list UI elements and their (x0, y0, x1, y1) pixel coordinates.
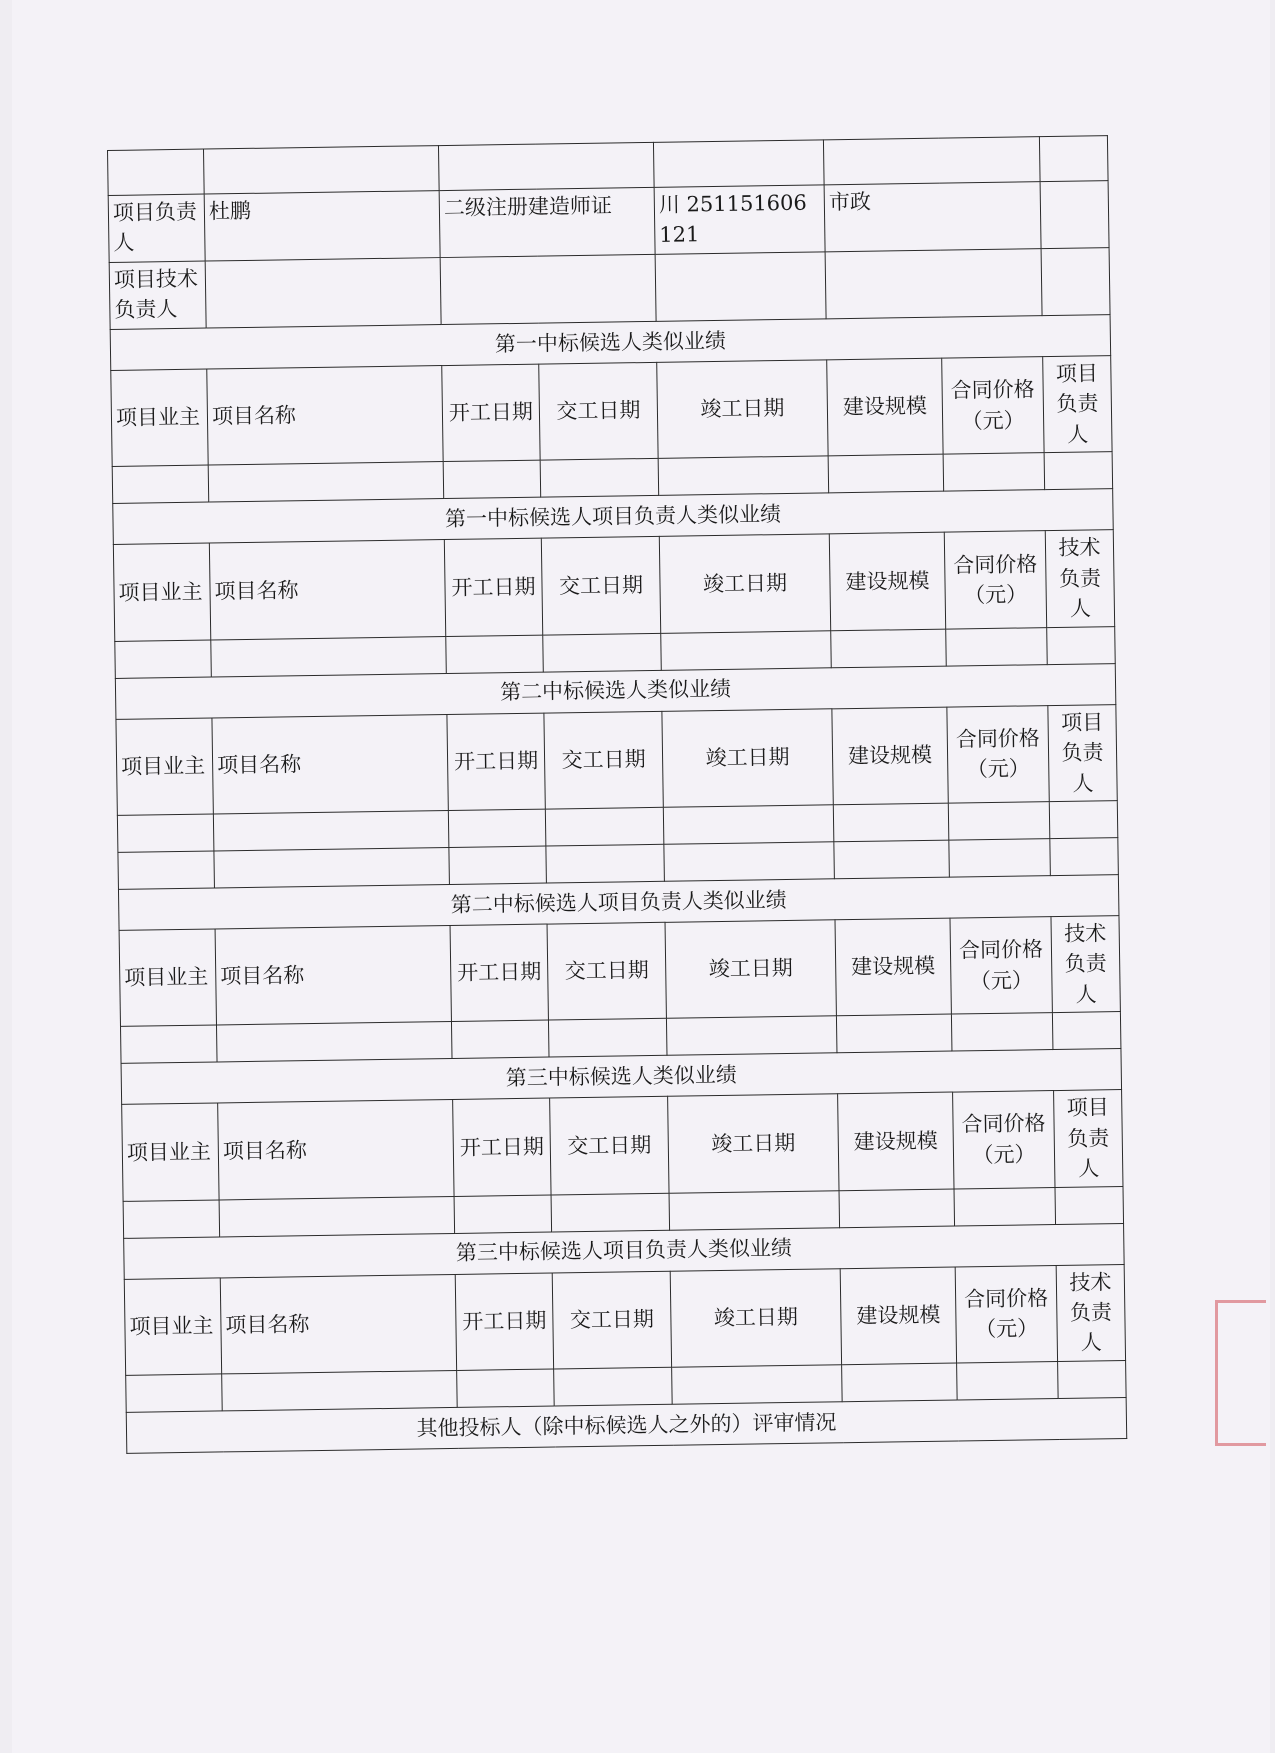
empty-cell (1049, 801, 1118, 839)
column-header: 合同价格（元） (944, 531, 1046, 629)
empty-cell (658, 456, 829, 496)
column-header: 竣工日期 (659, 534, 830, 633)
empty-cell (831, 629, 947, 668)
column-header: 合同价格（元） (947, 705, 1049, 803)
section-title: 第一中标候选人项目负责人类似业绩 (113, 489, 1113, 545)
empty-cell (664, 842, 835, 882)
column-header: 开工日期 (455, 1273, 553, 1371)
empty-cell (449, 846, 547, 884)
empty-cell (211, 636, 447, 676)
empty-cell (554, 1367, 673, 1406)
section-header-row (122, 1090, 1123, 1201)
section-header-row (119, 916, 1120, 1027)
empty-cell (551, 1193, 670, 1232)
column-header: 竣工日期 (662, 708, 833, 807)
empty-cell (126, 1374, 223, 1412)
column-header: 建设规模 (840, 1267, 956, 1365)
column-header: 合同价格（元） (950, 917, 1052, 1015)
empty-cell (216, 1022, 452, 1062)
evaluation-table (107, 135, 1127, 1454)
column-header: 项目业主 (111, 369, 208, 467)
column-header: 竣工日期 (665, 920, 836, 1019)
empty-cell (457, 1369, 555, 1407)
column-header: 项目业主 (113, 543, 210, 641)
evaluation-table-wrapper (107, 135, 1126, 1454)
empty-cell (214, 847, 450, 887)
empty-cell (836, 1014, 952, 1053)
column-header: 建设规模 (827, 358, 943, 456)
column-header: 竣工日期 (670, 1268, 841, 1367)
empty-cell (948, 802, 1050, 840)
tech-leader-label: 项目技术负责人 (109, 261, 206, 329)
empty-cell (213, 810, 449, 850)
column-header: 建设规模 (829, 532, 945, 630)
leader-name: 杜鹏 (204, 191, 440, 261)
column-header: 项目负责人 (1054, 1090, 1123, 1187)
empty-cell (443, 460, 541, 498)
column-header: 开工日期 (442, 364, 540, 462)
column-header: 开工日期 (453, 1098, 551, 1196)
empty-cell (663, 805, 834, 845)
column-header: 项目负责人 (1048, 704, 1117, 801)
empty-cell (546, 844, 665, 883)
empty-cell (123, 1200, 220, 1238)
column-header: 合同价格（元） (953, 1091, 1055, 1189)
column-header: 开工日期 (444, 538, 542, 636)
column-header: 技术负责人 (1045, 530, 1114, 627)
column-header: 项目名称 (209, 540, 445, 640)
empty-cell (946, 627, 1048, 665)
column-header: 交工日期 (541, 537, 660, 635)
column-header: 技术负责人 (1051, 916, 1120, 1013)
column-header: 项目名称 (220, 1274, 456, 1374)
empty-cell (833, 803, 949, 842)
column-header: 竣工日期 (657, 360, 828, 459)
empty-cell (208, 462, 444, 502)
empty-cell (666, 1016, 837, 1056)
empty-cell (672, 1365, 843, 1405)
empty-cell (446, 635, 544, 673)
sections-body (110, 315, 1126, 1413)
empty-cell (842, 1363, 958, 1402)
section-title: 第三中标候选人项目负责人类似业绩 (124, 1223, 1124, 1279)
empty-cell (548, 1019, 667, 1058)
empty-cell (543, 633, 662, 672)
section-header-row (113, 530, 1114, 641)
column-header: 交工日期 (550, 1097, 669, 1195)
column-header: 项目业主 (116, 718, 213, 816)
empty-cell (545, 807, 664, 846)
column-header: 项目业主 (124, 1278, 221, 1376)
empty-cell (118, 851, 215, 889)
section-title: 第二中标候选人类似业绩 (115, 663, 1115, 719)
section-header-row (116, 704, 1117, 815)
column-header: 技术负责人 (1056, 1264, 1125, 1361)
empty-cell (112, 465, 209, 503)
leader-label: 项目负责人 (108, 194, 205, 262)
column-header: 交工日期 (547, 922, 666, 1020)
column-header: 开工日期 (447, 713, 545, 811)
empty-cell (1050, 838, 1119, 876)
section-title: 第一中标候选人类似业绩 (110, 315, 1110, 371)
empty-cell (454, 1195, 552, 1233)
column-header: 项目名称 (215, 925, 451, 1025)
empty-cell (943, 453, 1045, 491)
leader-cert: 二级注册建造师证 (439, 187, 655, 257)
empty-cell (1052, 1012, 1121, 1050)
leader-cert-no: 川 251151606121 (654, 185, 825, 255)
column-header: 交工日期 (539, 362, 658, 460)
section-title: 第三中标候选人类似业绩 (121, 1049, 1121, 1105)
empty-cell (1055, 1186, 1124, 1224)
empty-cell (834, 840, 950, 879)
empty-cell (1044, 452, 1113, 490)
empty-cell (828, 454, 944, 493)
empty-cell (117, 814, 214, 852)
column-header: 项目名称 (212, 714, 448, 814)
empty-cell (669, 1190, 840, 1230)
empty-cell (1058, 1360, 1127, 1398)
column-header: 项目名称 (207, 366, 443, 466)
empty-cell (954, 1187, 1056, 1225)
empty-cell (540, 459, 659, 498)
leader-specialty: 市政 (824, 182, 1041, 252)
empty-cell (957, 1361, 1059, 1399)
empty-cell (951, 1013, 1053, 1051)
empty-cell (451, 1020, 549, 1058)
column-header: 竣工日期 (668, 1094, 839, 1193)
empty-cell (839, 1189, 955, 1228)
column-header: 项目业主 (119, 929, 216, 1027)
section-header-row (111, 356, 1112, 467)
empty-cell (1047, 626, 1116, 664)
document-page (12, 0, 1270, 1753)
column-header: 交工日期 (544, 711, 663, 809)
empty-cell (219, 1196, 455, 1236)
section-header-row (124, 1264, 1125, 1375)
column-header: 开工日期 (450, 924, 548, 1022)
column-header: 交工日期 (552, 1271, 671, 1369)
empty-cell (115, 640, 212, 678)
empty-cell (121, 1025, 218, 1063)
section-title: 第二中标候选人项目负责人类似业绩 (118, 875, 1118, 931)
column-header: 建设规模 (835, 918, 951, 1016)
empty-cell (661, 630, 832, 670)
column-header: 建设规模 (832, 707, 948, 805)
column-header: 项目业主 (122, 1103, 219, 1201)
column-header: 合同价格（元） (955, 1265, 1057, 1363)
column-header: 项目名称 (218, 1100, 454, 1200)
footer-title: 其他投标人（除中标候选人之外的）评审情况 (126, 1397, 1126, 1453)
column-header: 项目负责人 (1043, 356, 1112, 453)
empty-cell (222, 1370, 458, 1410)
red-seal-stamp (1215, 1300, 1266, 1446)
column-header: 建设规模 (838, 1092, 954, 1190)
column-header: 合同价格（元） (942, 357, 1044, 455)
empty-cell (448, 809, 546, 847)
empty-cell (949, 839, 1051, 877)
